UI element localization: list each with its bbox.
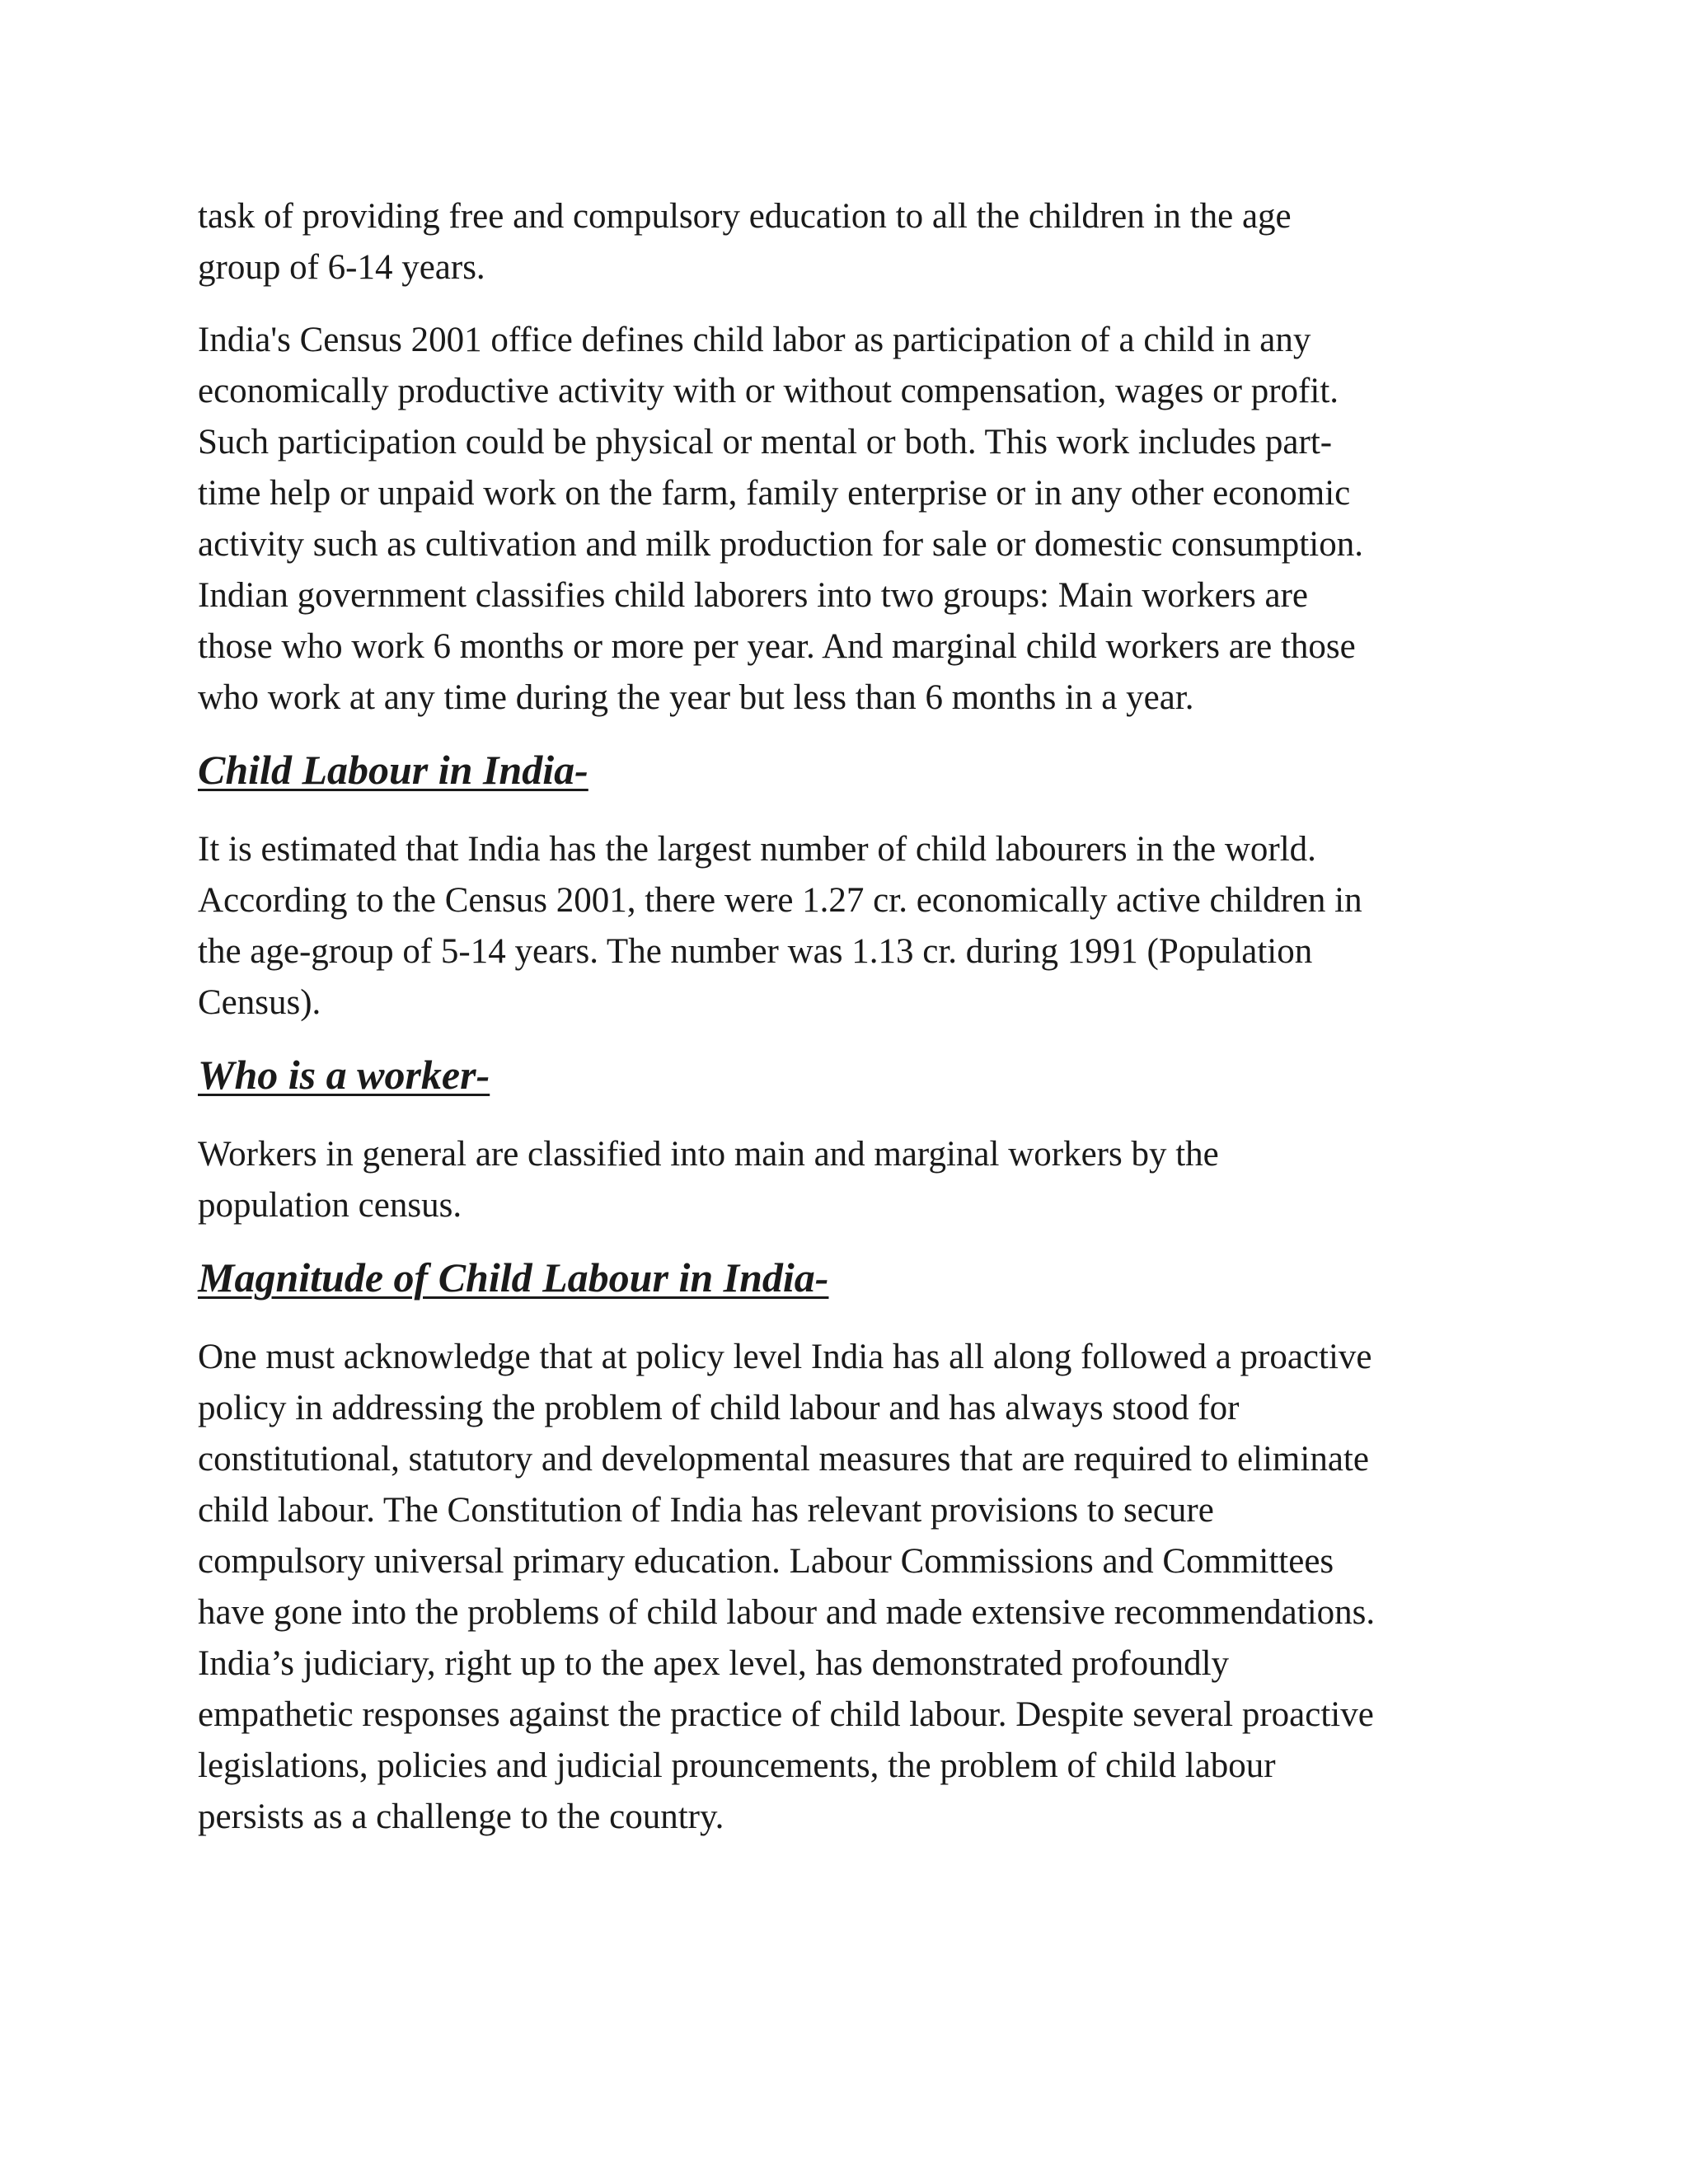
paragraph-intro-continuation (198, 191, 1500, 293)
text-line: compulsory universal primary education. Labour Commissions and Committees (198, 1542, 1334, 1581)
text-line: economically productive activity with or without compensation, wages or profit. (198, 372, 1339, 410)
text-line: task of providing free and compulsory education to all the children in the age (198, 197, 1292, 236)
text-line: Workers in general are classified into main and marginal workers by the (198, 1135, 1219, 1174)
text-line: Such participation could be physical or mental or both. This work includes part- (198, 423, 1333, 462)
section-paragraph (198, 1129, 1500, 1231)
section-paragraph (198, 824, 1500, 1029)
text-line: activity such as cultivation and milk production for sale or domestic consumption. (198, 525, 1363, 564)
section-who-is-a-worker (198, 1050, 1500, 1231)
text-line: legislations, policies and judicial prouncements, the problem of child labour (198, 1746, 1276, 1785)
section-magnitude-of-child-labour (198, 1253, 1500, 1843)
paragraph-census-definition (198, 315, 1500, 724)
section-heading: Magnitude of Child Labour in India- (198, 1254, 829, 1301)
section-heading: Who is a worker- (198, 1052, 490, 1098)
text-line: Indian government classifies child laborers into two groups: Main workers are (198, 576, 1308, 615)
text-line: constitutional, statutory and developmental measures that are required to eliminate (198, 1440, 1369, 1479)
text-line: have gone into the problems of child labour and made extensive recommendations. (198, 1593, 1376, 1632)
text-line: It is estimated that India has the largest number of child labourers in the world. (198, 830, 1316, 869)
section-child-labour-in-india (198, 745, 1500, 1029)
text-line: Census). (198, 983, 321, 1022)
text-line: the age-group of 5-14 years. The number was 1.13 cr. during 1991 (Population (198, 932, 1313, 971)
text-line: empathetic responses against the practice of child labour. Despite several proactive (198, 1695, 1374, 1734)
text-line: population census. (198, 1186, 462, 1225)
text-line: who work at any time during the year but less than 6 months in a year. (198, 678, 1194, 717)
text-line: India's Census 2001 office defines child labor as participation of a child in any (198, 321, 1311, 359)
text-line: persists as a challenge to the country. (198, 1797, 724, 1836)
section-paragraph (198, 1332, 1500, 1843)
text-line: According to the Census 2001, there were 1.27 cr. economically active children in (198, 881, 1362, 920)
text-line: One must acknowledge that at policy level India has all along followed a proactive (198, 1338, 1372, 1376)
text-line: India’s judiciary, right up to the apex level, has demonstrated profoundly (198, 1644, 1230, 1683)
section-heading: Child Labour in India- (198, 747, 588, 793)
text-line: policy in addressing the problem of child labour and has always stood for (198, 1389, 1240, 1427)
document-page (198, 191, 1500, 1864)
text-line: group of 6-14 years. (198, 248, 485, 287)
text-line: those who work 6 months or more per year. And marginal child workers are those (198, 627, 1356, 666)
text-line: time help or unpaid work on the farm, family enterprise or in any other economic (198, 474, 1351, 513)
text-line: child labour. The Constitution of India has relevant provisions to secure (198, 1491, 1214, 1530)
